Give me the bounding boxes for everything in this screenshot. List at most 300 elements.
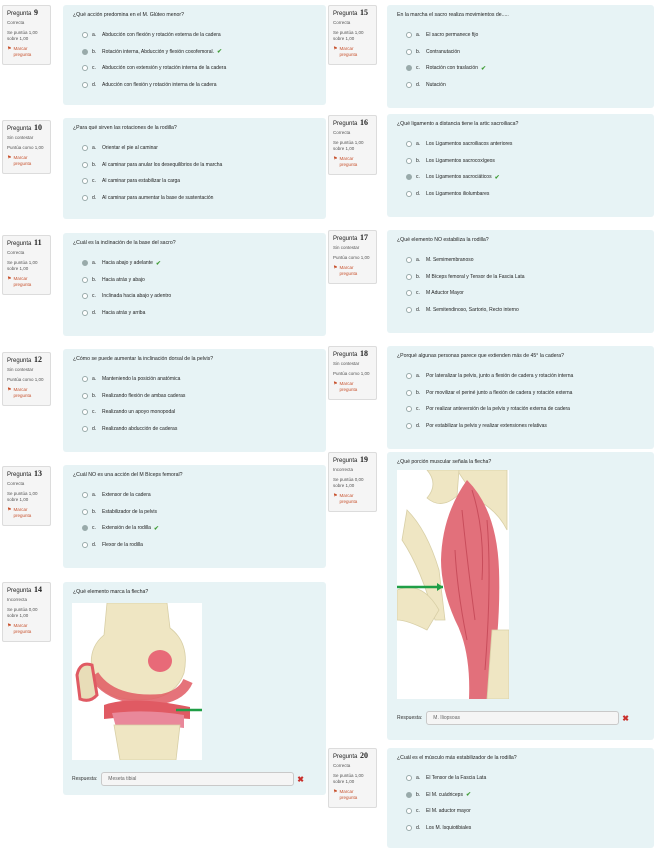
question-text: ¿Cuál es la inclinación de la base del sacro? <box>73 240 176 246</box>
answer-text: Estabilizador de la pelvis <box>102 508 158 515</box>
question-info-14 <box>2 582 51 642</box>
question-grade: Puntúa como 1,00 <box>333 371 370 376</box>
answer-letter: c. <box>92 293 96 300</box>
answer-option[interactable] <box>397 401 644 418</box>
question-number <box>7 357 46 364</box>
answer-text: Hacia atrás y abajo <box>102 276 145 283</box>
radio-button[interactable] <box>406 290 412 296</box>
question-number <box>7 587 46 594</box>
answer-option[interactable] <box>73 190 316 207</box>
answer-letter: b. <box>92 508 97 515</box>
question-label: Pregunta <box>7 588 32 594</box>
question-grade: Se puntúa 1,00 sobre 1,00 <box>333 30 364 41</box>
radio-button[interactable] <box>406 274 412 280</box>
question-state: Correcta <box>7 250 25 255</box>
question-grade: Puntúa como 1,00 <box>7 145 44 150</box>
answer-text: El M. aductor mayor <box>426 808 471 815</box>
answer-option[interactable] <box>397 285 644 302</box>
question-number <box>7 125 46 132</box>
radio-button[interactable] <box>406 65 412 71</box>
question-grade: Se puntúa 1,00 sobre 1,00 <box>333 140 364 151</box>
answer-option[interactable] <box>397 418 644 435</box>
answer-option[interactable] <box>397 169 644 186</box>
question-state: Correcta <box>7 20 25 25</box>
flag-question-link[interactable] <box>333 265 372 277</box>
answer-option[interactable] <box>73 140 316 157</box>
question-label: Pregunta <box>7 126 32 132</box>
answer-option[interactable] <box>397 60 644 77</box>
question-number-value: 12 <box>34 355 43 364</box>
flag-question-label: Marcar pregunta <box>13 46 32 57</box>
answer-letter: c. <box>416 174 420 181</box>
flag-icon: ⚑ <box>7 387 12 393</box>
flag-question-label: Marcar pregunta <box>13 623 32 634</box>
question-number-value: 9 <box>34 8 39 17</box>
answer-letter: d. <box>416 81 421 88</box>
radio-button[interactable] <box>406 257 412 263</box>
flag-icon: ⚑ <box>7 623 12 629</box>
answer-letter: d. <box>92 425 97 432</box>
incorrect-icon: ✖ <box>622 713 629 723</box>
answer-letter: d. <box>92 541 97 548</box>
answer-text: Abducción con extensión y rotación interna de la cadera <box>102 65 227 72</box>
question-text: ¿Cuál NO es una acción del M Bíceps femoral? <box>73 472 183 478</box>
question-info-13 <box>2 466 51 526</box>
question-state: Sin contestar <box>333 361 360 366</box>
flag-question-label: Marcar pregunta <box>13 276 32 287</box>
answer-text: Extensión de la rodilla <box>102 525 151 532</box>
flag-question-label: Marcar pregunta <box>13 155 32 166</box>
answer-letter: b. <box>416 157 421 164</box>
flag-question-label: Marcar pregunta <box>339 381 358 392</box>
answer-option[interactable] <box>397 787 644 804</box>
answer-letter: d. <box>416 190 421 197</box>
radio-button[interactable] <box>406 158 412 164</box>
answer-text: Los M. Isquiotibiales <box>426 824 472 831</box>
answer-text: El sacro permanece fijo <box>426 32 479 39</box>
radio-button[interactable] <box>82 525 88 531</box>
answer-letter: c. <box>92 525 96 532</box>
radio-button[interactable] <box>82 32 88 38</box>
radio-button[interactable] <box>406 373 412 379</box>
answer-text: M Aductor Mayor <box>426 290 464 297</box>
flag-icon: ⚑ <box>333 265 338 271</box>
answer-letter: a. <box>416 32 421 39</box>
radio-button[interactable] <box>406 808 412 814</box>
answer-option[interactable] <box>73 404 316 421</box>
question-content-13 <box>63 465 326 568</box>
radio-button[interactable] <box>82 82 88 88</box>
answer-text: Los Ligamentos sacrocoxígeos <box>426 157 495 164</box>
answer-option[interactable] <box>73 272 316 289</box>
question-state: Sin contestar <box>7 367 34 372</box>
flag-question-link[interactable] <box>333 789 372 801</box>
flag-question-label: Marcar pregunta <box>339 789 358 800</box>
answer-text: Los Ligamentos sacroiliacos anteriores <box>426 141 513 148</box>
question-content-16 <box>387 114 654 217</box>
question-number-value: 10 <box>34 123 43 132</box>
question-state: Incorrecta <box>333 467 354 472</box>
answer-letter: b. <box>92 276 97 283</box>
answer-letter: a. <box>416 141 421 148</box>
answer-option[interactable] <box>73 305 316 322</box>
flag-question-link[interactable] <box>333 156 372 168</box>
answer-letter: a. <box>92 32 97 39</box>
answer-option[interactable] <box>73 77 316 94</box>
question-number <box>7 10 46 17</box>
question-info-11 <box>2 235 51 295</box>
answer-text: Por realizar anteversión de la pelvis y rotación externa de cadera <box>426 406 570 413</box>
question-content-12 <box>63 349 326 452</box>
answer-text: Realizando abducción de caderas <box>102 425 178 432</box>
answer-option[interactable] <box>73 371 316 388</box>
radio-button[interactable] <box>406 775 412 781</box>
answer-text: Inclinada hacia abajo y adentro <box>102 293 172 300</box>
answer-option[interactable] <box>73 173 316 190</box>
flag-icon: ⚑ <box>333 46 338 52</box>
answer-option[interactable] <box>73 520 316 537</box>
answer-option[interactable] <box>397 186 644 203</box>
question-number <box>333 457 372 464</box>
flag-question-link[interactable] <box>333 381 372 393</box>
answer-letter: b. <box>416 273 421 280</box>
flag-icon: ⚑ <box>333 789 338 795</box>
check-icon: ✔ <box>155 260 161 267</box>
flag-icon: ⚑ <box>7 46 12 52</box>
answer-text: Realizando un apoyo monopodal <box>102 409 176 416</box>
flag-icon: ⚑ <box>333 156 338 162</box>
answer-text: El M. cuádriceps <box>426 791 463 798</box>
answer-letter: c. <box>92 409 96 416</box>
flag-icon: ⚑ <box>7 276 12 282</box>
question-number-value: 11 <box>34 238 42 247</box>
answer-option[interactable] <box>397 770 644 787</box>
question-number-value: 17 <box>360 233 369 242</box>
answer-field[interactable]: M. Iliopsoas <box>426 711 619 725</box>
question-text: ¿Qué elemento NO estabiliza la rodilla? <box>397 237 489 243</box>
answer-text: Al caminar para estabilizar la carga <box>102 178 181 185</box>
radio-button[interactable] <box>82 376 88 382</box>
radio-button[interactable] <box>82 409 88 415</box>
question-number-value: 16 <box>360 118 369 127</box>
flag-question-link[interactable] <box>333 46 372 58</box>
question-info-10 <box>2 120 51 174</box>
hip-illustration <box>397 470 509 699</box>
answer-letter: c. <box>416 406 420 413</box>
radio-button[interactable] <box>406 82 412 88</box>
answer-option[interactable] <box>397 803 644 820</box>
answer-text: Al caminar para aumentar la base de sustentación <box>102 194 214 201</box>
question-grade: Puntúa como 1,00 <box>333 255 370 260</box>
radio-button[interactable] <box>406 32 412 38</box>
check-icon: ✔ <box>153 525 159 532</box>
answer-letter: d. <box>416 824 421 831</box>
question-label: Pregunta <box>333 121 358 127</box>
question-state: Correcta <box>333 20 351 25</box>
answer-letter: d. <box>92 194 97 201</box>
question-label: Pregunta <box>333 754 358 760</box>
answer-text: El Tensor de la Fascia Lata <box>426 775 487 782</box>
answer-text: Realizando flexión de ambas caderas <box>102 392 186 399</box>
answer-letter: c. <box>416 65 420 72</box>
radio-button[interactable] <box>406 792 412 798</box>
answer-text: Los Ligamentos iliolumbares <box>426 190 490 197</box>
radio-button[interactable] <box>406 141 412 147</box>
answer-letter: b. <box>416 389 421 396</box>
answer-option[interactable] <box>397 153 644 170</box>
question-number <box>7 240 46 247</box>
flag-question-link[interactable] <box>333 493 372 505</box>
question-number-value: 14 <box>34 585 43 594</box>
question-grade: Se puntúa 0,00 sobre 1,00 <box>333 477 364 488</box>
answer-letter: d. <box>416 306 421 313</box>
flag-question-label: Marcar pregunta <box>13 507 32 518</box>
question-text: ¿Qué porción muscular señala la flecha? <box>397 459 492 465</box>
question-number-value: 13 <box>34 469 43 478</box>
flag-question-link[interactable] <box>7 507 46 519</box>
question-state: Sin contestar <box>333 245 360 250</box>
answer-option[interactable] <box>397 136 644 153</box>
question-label: Pregunta <box>333 11 358 17</box>
answer-text: Rotación con traslación <box>426 65 478 72</box>
answer-label: Respuesta: <box>397 715 423 721</box>
answer-option[interactable] <box>397 302 644 319</box>
answer-letter: d. <box>92 309 97 316</box>
question-number <box>7 471 46 478</box>
question-label: Pregunta <box>7 11 32 17</box>
question-number <box>333 10 372 17</box>
answer-text: Manteniendo la posición anatómica <box>102 376 181 383</box>
question-number <box>333 235 372 242</box>
answer-letter: c. <box>92 178 96 185</box>
radio-button[interactable] <box>406 825 412 831</box>
check-icon: ✔ <box>465 792 471 799</box>
answer-row <box>72 772 304 786</box>
answer-text: M. Semitendinoso, Sartorio, Recto interno <box>426 306 519 313</box>
flag-question-label: Marcar pregunta <box>339 156 358 167</box>
question-info-17 <box>328 230 377 284</box>
question-number-value: 19 <box>360 455 369 464</box>
answer-option[interactable] <box>397 27 644 44</box>
flag-question-link[interactable] <box>7 155 46 167</box>
flag-icon: ⚑ <box>7 155 12 161</box>
answer-option[interactable] <box>397 252 644 269</box>
answer-letter: c. <box>416 808 420 815</box>
answer-text: Hacia atrás y arriba <box>102 309 146 316</box>
question-number-value: 18 <box>360 349 369 358</box>
flag-question-link[interactable] <box>7 387 46 399</box>
question-state: Correcta <box>333 130 351 135</box>
question-number <box>333 120 372 127</box>
radio-button[interactable] <box>82 277 88 283</box>
question-content-11 <box>63 233 326 336</box>
radio-button[interactable] <box>82 293 88 299</box>
answer-text: M. Semimembranoso <box>426 257 474 264</box>
flag-question-link[interactable] <box>7 46 46 58</box>
question-text: ¿Cuál es el músculo más estabilizador de la rodilla? <box>397 755 517 761</box>
answer-text: Por movilizar el periné junto a flexión de cadera y rotación externa <box>426 389 573 396</box>
radio-button[interactable] <box>82 509 88 515</box>
question-label: Pregunta <box>7 358 32 364</box>
question-content-10 <box>63 118 326 219</box>
question-label: Pregunta <box>7 241 32 247</box>
answer-letter: b. <box>92 392 97 399</box>
radio-button[interactable] <box>82 195 88 201</box>
question-label: Pregunta <box>333 458 358 464</box>
answer-option[interactable] <box>397 820 644 837</box>
question-state: Incorrecta <box>7 597 28 602</box>
answer-letter: b. <box>416 48 421 55</box>
knee-illustration <box>72 603 202 760</box>
flag-question-link[interactable] <box>7 623 46 635</box>
answer-option[interactable] <box>73 255 316 272</box>
radio-button[interactable] <box>82 178 88 184</box>
answer-letter: b. <box>92 48 97 55</box>
question-content-20 <box>387 748 654 848</box>
answer-text: Al caminar para anular los desequilibrios de la marcha <box>102 161 223 168</box>
question-info-19 <box>328 452 377 512</box>
radio-button[interactable] <box>82 492 88 498</box>
question-text: ¿Qué acción predomina en el M. Glúteo menor? <box>73 12 185 18</box>
radio-button[interactable] <box>406 390 412 396</box>
answer-letter: d. <box>416 422 421 429</box>
question-text: ¿Qué elemento marca la flecha? <box>73 589 149 595</box>
flag-question-label: Marcar pregunta <box>339 493 358 504</box>
flag-question-label: Marcar pregunta <box>339 46 358 57</box>
answer-row <box>397 711 629 725</box>
answer-text: Por lateralizar la pelvis, junto a flexión de cadera y rotación interna <box>426 373 574 380</box>
question-text: ¿Porqué algunas personas parece que extienden más de 45° la cadera? <box>397 353 565 359</box>
answer-option[interactable] <box>397 385 644 402</box>
radio-button[interactable] <box>406 423 412 429</box>
answer-option[interactable] <box>397 368 644 385</box>
answer-text: Aducción con flexión y rotación interna de la cadera <box>102 81 217 88</box>
answer-option[interactable] <box>397 269 644 286</box>
flag-icon: ⚑ <box>333 493 338 499</box>
question-content-9 <box>63 5 326 105</box>
question-label: Pregunta <box>333 352 358 358</box>
answer-text: Nutación <box>426 81 446 88</box>
radio-button[interactable] <box>82 310 88 316</box>
question-grade: Se puntúa 1,00 sobre 1,00 <box>7 491 38 502</box>
question-info-12 <box>2 352 51 406</box>
answer-letter: a. <box>92 260 97 267</box>
radio-button[interactable] <box>82 542 88 548</box>
question-content-17 <box>387 230 654 333</box>
radio-button[interactable] <box>82 393 88 399</box>
answer-option[interactable] <box>73 388 316 405</box>
question-text: En la marcha el sacro realiza movimientos de..... <box>397 12 509 18</box>
flag-question-label: Marcar pregunta <box>339 265 358 276</box>
answer-text: Flexor de la rodilla <box>102 541 143 548</box>
radio-button[interactable] <box>406 307 412 313</box>
answer-letter: a. <box>92 145 97 152</box>
check-icon: ✔ <box>217 49 223 56</box>
answer-letter: c. <box>92 65 96 72</box>
knee-joint-image <box>72 603 202 760</box>
question-state: Correcta <box>7 481 25 486</box>
answer-text: Orientar el pie al caminar <box>102 145 158 152</box>
question-number-value: 20 <box>360 751 369 760</box>
answer-letter: a. <box>416 373 421 380</box>
check-icon: ✔ <box>494 174 500 181</box>
radio-button[interactable] <box>82 426 88 432</box>
answer-text: Hacia abajo y adelante <box>102 260 153 267</box>
radio-button[interactable] <box>82 65 88 71</box>
question-content-15 <box>387 5 654 108</box>
question-grade: Se puntúa 1,00 sobre 1,00 <box>333 773 364 784</box>
radio-button[interactable] <box>82 162 88 168</box>
question-grade: Se puntúa 0,00 sobre 1,00 <box>7 607 38 618</box>
hip-muscle-image <box>397 470 509 699</box>
question-grade: Puntúa como 1,00 <box>7 377 44 382</box>
answer-text: Extensor de la cadera <box>102 492 151 499</box>
answer-text: Los Ligamentos sacrociáticos <box>426 174 492 181</box>
answer-letter: a. <box>92 376 97 383</box>
question-info-16 <box>328 115 377 175</box>
answer-field[interactable]: Meseta tibial <box>101 772 294 786</box>
answer-option[interactable] <box>73 44 316 61</box>
flag-icon: ⚑ <box>333 381 338 387</box>
answer-text: Por estabilizar la pelvis y realizar extensiones relativas <box>426 422 547 429</box>
radio-button[interactable] <box>82 49 88 55</box>
question-state: Sin contestar <box>7 135 34 140</box>
flag-question-link[interactable] <box>7 276 46 288</box>
answer-option[interactable] <box>73 27 316 44</box>
question-info-18 <box>328 346 377 400</box>
question-number <box>333 351 372 358</box>
question-label: Pregunta <box>333 236 358 242</box>
radio-button[interactable] <box>406 49 412 55</box>
answer-letter: d. <box>92 81 97 88</box>
question-number-value: 15 <box>360 8 369 17</box>
answer-letter: a. <box>416 775 421 782</box>
question-text: ¿Cómo se puede aumentar la inclinación dorsal de la pelvis? <box>73 356 214 362</box>
answer-text: M Bíceps femoral y Tensor de la Fascia Lata <box>426 273 525 280</box>
question-grade: Se puntúa 1,00 sobre 1,00 <box>7 30 38 41</box>
answer-option[interactable] <box>73 487 316 504</box>
question-text: ¿Qué ligamento a distancia tiene la artic sacroiliaca? <box>397 121 519 127</box>
radio-button[interactable] <box>82 145 88 151</box>
answer-text: Contranutación <box>426 48 460 55</box>
answer-text: Rotación interna, Abducción y flexión coxofemoral. <box>102 48 215 55</box>
flag-icon: ⚑ <box>7 507 12 513</box>
question-state: Correcta <box>333 763 351 768</box>
question-info-15 <box>328 5 377 65</box>
answer-option[interactable] <box>73 60 316 77</box>
incorrect-icon: ✖ <box>297 774 304 784</box>
answer-option[interactable] <box>397 77 644 94</box>
answer-option[interactable] <box>73 537 316 554</box>
radio-button[interactable] <box>406 174 412 180</box>
question-info-20 <box>328 748 377 808</box>
radio-button[interactable] <box>406 191 412 197</box>
flag-question-label: Marcar pregunta <box>13 387 32 398</box>
answer-option[interactable] <box>73 504 316 521</box>
answer-option[interactable] <box>397 44 644 61</box>
radio-button[interactable] <box>406 406 412 412</box>
answer-letter: b. <box>92 161 97 168</box>
radio-button[interactable] <box>82 260 88 266</box>
question-text: ¿Para qué sirven las rotaciones de la rodilla? <box>73 125 177 131</box>
answer-text: Abducción con flexión y rotación externa de la cadera <box>102 32 221 39</box>
answer-letter: b. <box>416 791 421 798</box>
answer-option[interactable] <box>73 288 316 305</box>
answer-option[interactable] <box>73 157 316 174</box>
answer-letter: a. <box>416 257 421 264</box>
answer-option[interactable] <box>73 421 316 438</box>
question-number <box>333 753 372 760</box>
